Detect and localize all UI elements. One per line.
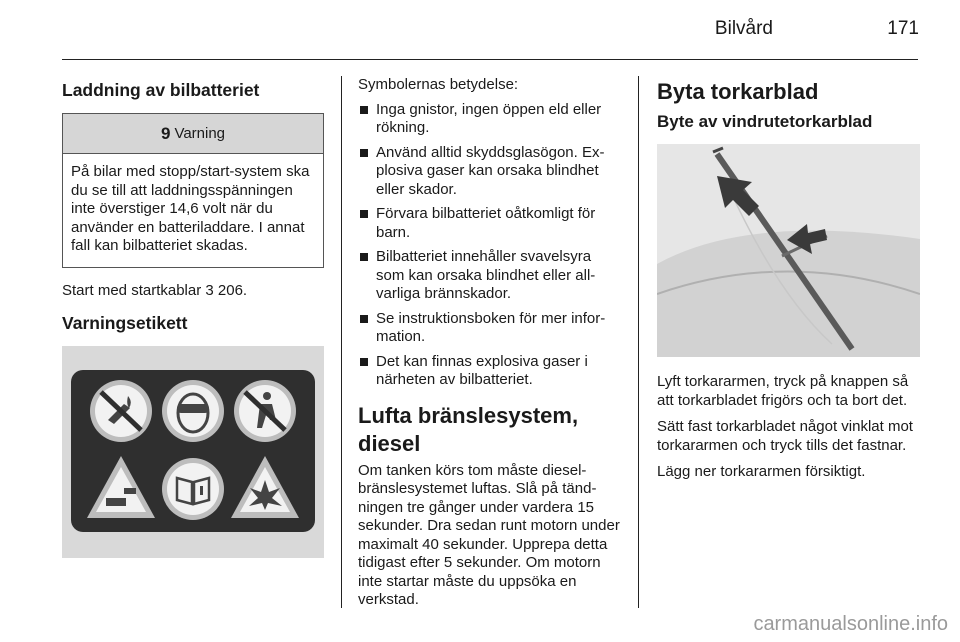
bullet-icon — [360, 149, 368, 157]
list-item: Inga gnistor, ingen öppen eld eller rökning. — [358, 101, 622, 138]
symbols-list — [358, 101, 622, 390]
warning-box — [62, 113, 324, 268]
section-heading-battery-charging: Laddning av bilbatteriet — [62, 80, 260, 100]
site-watermark: carmanualsonline.info — [753, 613, 948, 635]
bullet-icon — [360, 253, 368, 261]
list-item: Det kan finnas explosiva gaser i närheten av bilbatteriet. — [358, 353, 622, 390]
header-rule — [62, 59, 918, 60]
list-item: Se instruktionsboken för mer information. — [358, 310, 622, 347]
jump-start-reference — [62, 282, 324, 301]
column-divider — [341, 76, 342, 608]
wiper-photo — [657, 144, 920, 357]
bullet-icon — [360, 315, 368, 323]
page-reference-icon: 3 — [205, 281, 214, 299]
bullet-icon — [360, 106, 368, 114]
subsection-heading-windshield-wiper: Byte av vindrutetorkarblad — [657, 112, 873, 131]
eye-protection-icon — [162, 380, 224, 442]
warning-triangle-icon: 9 — [160, 123, 171, 143]
wiper-step-2: Sätt fast torkarbladet något vinklat mot torkararmen och tryck tills det fastnar. — [657, 418, 913, 454]
list-item: Bilbatteriet innehåller svavelsyra som kan orsaka blindhet eller allvarliga brännskador. — [358, 248, 622, 304]
page-number: 171 — [887, 18, 919, 39]
battery-warning-label — [62, 346, 324, 558]
column-wiper — [657, 76, 921, 490]
list-item: Använd alltid skyddsglasögon. Explosiva gaser kan orsaka blindhet eller skador. — [358, 144, 622, 200]
wiper-step-1: Lyft torkararmen, tryck på knappen så att torkarbladet frigörs och ta bort det. — [657, 373, 909, 409]
battery-warning-label-graphic — [62, 346, 324, 558]
column-battery — [62, 76, 324, 558]
read-manual-icon — [162, 458, 224, 520]
running-header-title: Bilvård — [714, 18, 773, 39]
list-item: Förvara bilbatteriet oåtkomligt för barn. — [358, 205, 622, 242]
wiper-illustration — [657, 144, 920, 357]
column-symbols — [358, 76, 622, 610]
warning-title: Varning — [174, 125, 226, 142]
diesel-bleeding-text: Om tanken körs tom måste dieselbränslesystemet luftas. Slå på tändningen tre gånger under vardera 15 sekunder. Dra sedan runt motorn under maximalt 40 sekunder. Upprepa detta tidigast efter 5 sekunder. Om motorn inte startar måste du uppsöka en verkstad. — [358, 461, 620, 608]
warning-header — [63, 114, 323, 154]
bullet-icon — [360, 210, 368, 218]
jump-start-page: 206. — [217, 281, 248, 299]
section-heading-warning-label: Varningsetikett — [62, 313, 188, 333]
wiper-step-3: Lägg ner torkararmen försiktigt. — [657, 463, 866, 480]
keep-away-from-children-icon — [234, 380, 296, 442]
warning-text: På bilar med stopp/start-system ska du se till att laddningsspänningen inte överstiger 14,6 volt när du använder en batteriladdare. I annat fall kan bilbatteriet skadas. — [71, 163, 310, 254]
column-divider — [638, 76, 639, 608]
section-heading-diesel-bleeding: Lufta bränslesystem, diesel — [358, 402, 579, 456]
jump-start-text: Start med startkablar — [62, 281, 202, 299]
no-fire-icon — [90, 380, 152, 442]
symbols-intro: Symbolernas betydelse: — [358, 76, 519, 93]
section-heading-wiper-blades: Byta torkarblad — [657, 79, 819, 104]
bullet-icon — [360, 358, 368, 366]
